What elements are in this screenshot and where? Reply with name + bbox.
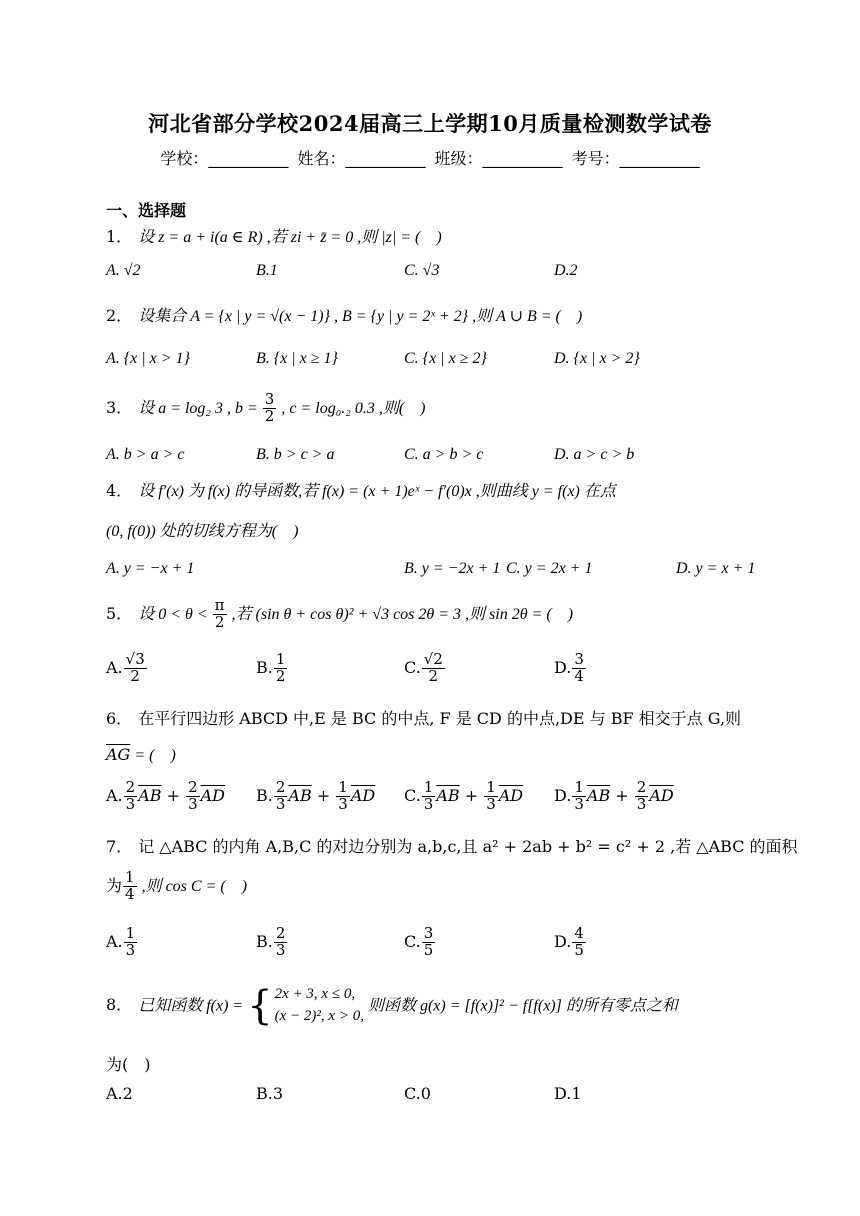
question-4-stem-line1 [106, 478, 616, 501]
option-b[interactable]: B. $\frac{2}{3}$ [256, 924, 286, 959]
option-a[interactable]: A. {x | x > 1} [106, 350, 190, 367]
school-field[interactable]: 学校：__________ [160, 149, 289, 168]
question-text: 设集合 A = {x | y = √(x − 1)} , B = {y | y = 2ˣ + 2} ,则 A ∪ B = ( ) [138, 308, 583, 325]
question-4-stem-line2 [106, 518, 298, 541]
option-c[interactable]: C. √3 [404, 262, 440, 279]
option-a[interactable]: A.2 [106, 1084, 133, 1103]
option-a[interactable]: A. $\frac{√3}{2}$ [106, 650, 145, 685]
option-a[interactable]: A. $\frac{1}{3}$ [106, 924, 136, 959]
vector-ag: $\overline{AG}$ [106, 745, 131, 764]
option-c[interactable]: C. {x | x ≥ 2} [404, 350, 487, 367]
option-c[interactable]: C. a > b > c [404, 446, 484, 463]
question-8-stem-line2 [106, 1052, 151, 1075]
question-5-stem [106, 598, 573, 631]
option-a[interactable]: A. y = −x + 1 [106, 560, 195, 577]
question-text: 为( ) [106, 1055, 151, 1074]
question-7-stem-line1 [106, 834, 798, 857]
option-b[interactable]: B. b > c > a [256, 446, 335, 463]
student-info-line [0, 146, 860, 169]
option-d[interactable]: D. y = x + 1 [676, 560, 756, 577]
option-d[interactable]: D. {x | x > 2} [554, 350, 640, 367]
question-number: 2． [106, 306, 133, 325]
question-8-stem-line1 [106, 984, 678, 1028]
question-text: ,若 (sin θ + cos θ)² + √3 cos 2θ = 3 ,则 sin 2θ = ( ) [227, 605, 574, 623]
option-c[interactable]: C. $\frac{3}{5}$ [404, 924, 434, 959]
question-text: = ( ) [130, 747, 176, 764]
question-text: ,则 cos C = ( ) [137, 877, 248, 895]
question-text: 设 z = a + i(a ∈ R) ,若 zi + z̄ = 0 ,则 |z| = ( ) [138, 229, 442, 246]
question-2-stem [106, 303, 582, 326]
option-d[interactable]: D.2 [554, 262, 578, 279]
question-text: 设 0 < θ < [138, 605, 212, 623]
option-d[interactable]: D. a > c > b [554, 446, 635, 463]
exam-number-field[interactable]: 考号：__________ [571, 149, 700, 168]
option-b[interactable]: B. $\frac{1}{2}$ [256, 650, 286, 685]
section-heading: 一、选择题 [106, 201, 187, 220]
question-7-stem-line2: 为 $\frac{1}{4}$ ,则 cos C = ( ) [106, 868, 248, 903]
question-6-stem-line2 [106, 742, 176, 765]
exam-title: 河北省部分学校2024届高三上学期10月质量检测数学试卷 [148, 111, 712, 136]
option-a[interactable]: A. $\frac{2}{3}$ $\overline{AB}$ + $\frac{2}{3}$ $\overline{AD}$ [106, 778, 226, 813]
question-number: 7． [106, 837, 133, 856]
option-d[interactable]: D. $\frac{4}{5}$ [554, 924, 584, 959]
option-a[interactable]: A. b > a > c [106, 446, 185, 463]
question-1-stem [106, 224, 442, 247]
option-b[interactable]: B. {x | x ≥ 1} [256, 350, 338, 367]
question-text: 已知函数 f(x) = [138, 997, 248, 1015]
question-text: 设 f′(x) 为 f(x) 的导函数,若 f(x) = (x + 1)eˣ − f′(0)x ,则曲线 y = f(x) 在点 [138, 483, 616, 500]
question-3-stem [106, 392, 425, 425]
option-d[interactable]: D. $\frac{1}{3}$ $\overline{AB}$ + $\frac{2}{3}$ $\overline{AD}$ [554, 778, 674, 813]
question-number: 6． [106, 709, 133, 728]
option-c[interactable]: C.0 [404, 1084, 431, 1103]
option-d[interactable]: D. $\frac{3}{4}$ [554, 650, 584, 685]
fraction: $\frac{3}{2}$ [264, 390, 275, 425]
question-text: (0, f(0)) 处的切线方程为( ) [106, 523, 299, 540]
option-a[interactable]: A. √2 [106, 262, 141, 279]
question-text: 则函数 g(x) = [f(x)]² − f[f(x)] 的所有零点之和 [363, 997, 678, 1015]
option-b[interactable]: B. $\frac{2}{3}$ $\overline{AB}$ + $\frac{1}{3}$ $\overline{AD}$ [256, 778, 376, 813]
name-field[interactable]: 姓名：__________ [297, 149, 426, 168]
class-field[interactable]: 班级：__________ [434, 149, 563, 168]
option-c[interactable]: C. $\frac{√2}{2}$ [404, 650, 443, 685]
option-c[interactable]: C. $\frac{1}{3}$ $\overline{AB}$ + $\frac{1}{3}$ $\overline{AD}$ [404, 778, 524, 813]
question-text: 设 a = log₂ 3 , b = [138, 399, 262, 417]
option-d[interactable]: D.1 [554, 1084, 582, 1103]
question-number: 4． [106, 481, 133, 500]
question-6-stem-line1 [106, 706, 741, 729]
option-c[interactable]: C. y = 2x + 1 [506, 560, 593, 577]
option-b[interactable]: B. y = −2x + 1 [404, 560, 501, 577]
question-number: 3． [106, 397, 133, 417]
option-b[interactable]: B.3 [256, 1084, 284, 1103]
question-text: 记 △ABC 的内角 A,B,C 的对边分别为 a,b,c,且 a² + 2ab + b² = c² + 2 ,若 △ABC 的面积 [138, 837, 798, 856]
fraction: $\frac{1}{4}$ [125, 868, 135, 903]
question-text: , c = log₀.₂ 0.3 ,则( ) [277, 399, 426, 417]
question-text: 在平行四边形 ABCD 中,E 是 BC 的中点, F 是 CD 的中点,DE 与 BF 相交于点 G,则 [138, 709, 742, 728]
question-number: 5． [106, 603, 133, 623]
option-b[interactable]: B.1 [256, 262, 278, 279]
question-number: 1． [106, 227, 133, 246]
piecewise-function: { 2x + 3, x ≤ 0, (x − 2)², x > 0, [247, 982, 364, 1029]
question-number: 8． [106, 995, 133, 1015]
fraction: $\frac{\pi}{2}$ [214, 596, 225, 631]
